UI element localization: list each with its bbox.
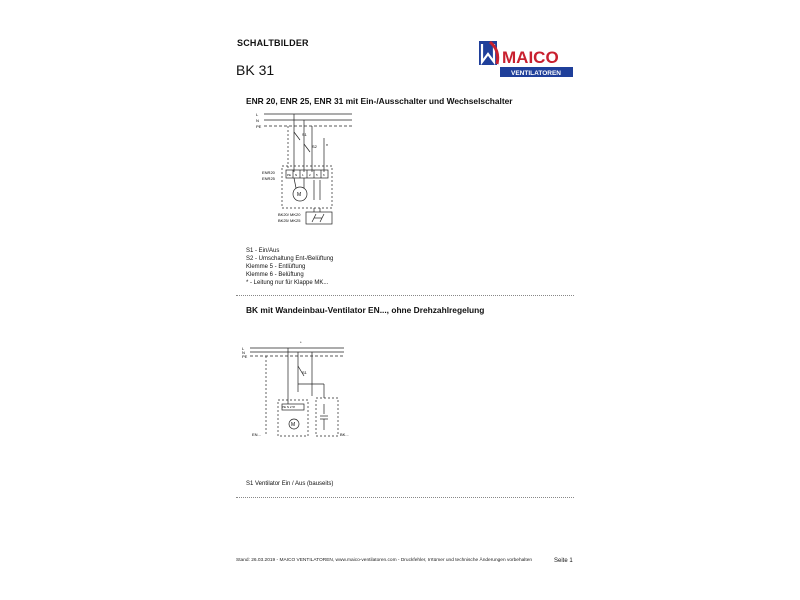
- svg-text:1: 1: [302, 173, 304, 177]
- page-number: Seite 1: [554, 558, 573, 564]
- section1-heading: ENR 20, ENR 25, ENR 31 mit Ein-/Ausschalter und Wechselschalter: [246, 96, 513, 106]
- svg-text:M: M: [291, 422, 296, 428]
- legend-item: S1 - Ein/Aus: [246, 248, 280, 254]
- svg-text:ENR25: ENR25: [262, 176, 275, 181]
- legend-item: * - Leitung nur für Klappe MK...: [246, 280, 329, 286]
- svg-text:PE: PE: [242, 354, 248, 359]
- svg-text:*: *: [300, 340, 302, 345]
- svg-text:PE N 2 5f: PE N 2 5f: [282, 405, 295, 409]
- svg-text:S2: S2: [312, 144, 317, 149]
- wiring-diagram-enr: [254, 108, 364, 236]
- legend-item: Klemme 6 - Belüftung: [246, 272, 304, 278]
- svg-text:2: 2: [309, 173, 311, 177]
- logo-subtext: VENTILATOREN: [511, 70, 561, 77]
- legend-item: Klemme 5 - Entlüftung: [246, 264, 306, 270]
- wiring-diagram-en: [240, 340, 350, 440]
- svg-text:PE: PE: [256, 124, 262, 129]
- svg-text:N: N: [256, 118, 259, 123]
- svg-text:L: L: [242, 346, 245, 351]
- section2-heading: BK mit Wandeinbau-Ventilator EN..., ohne Drehzahlregelung: [246, 305, 485, 315]
- maico-logo: [478, 40, 574, 80]
- divider: [236, 497, 574, 498]
- section2-legend: S1 Ventilator Ein / Aus (bauseits): [246, 481, 334, 487]
- svg-text:ENR20: ENR20: [262, 170, 275, 175]
- svg-text:BK25/ MK25: BK25/ MK25: [278, 218, 301, 223]
- section-label: SCHALTBILDER: [237, 38, 309, 48]
- svg-text:N: N: [242, 350, 245, 355]
- svg-text:*: *: [326, 144, 328, 150]
- svg-text:EN...: EN...: [252, 432, 261, 437]
- legend-item: S2 - Umschaltung Ent-/Belüftung: [246, 256, 334, 262]
- logo-text: MAICO: [502, 48, 559, 67]
- svg-text:BK...: BK...: [340, 432, 349, 437]
- svg-text:6: 6: [323, 173, 325, 177]
- svg-text:S1: S1: [302, 132, 307, 137]
- svg-text:PE: PE: [287, 173, 292, 177]
- divider: [236, 295, 574, 296]
- footer-text: Stand: 26.03.2019 - MAICO VENTILATOREN, www.maico-ventilatoren.com - Druckfehler, Irrtümer und technische Änderungen vorbehalten: [236, 558, 533, 563]
- svg-text:N: N: [295, 173, 298, 177]
- svg-text:M: M: [297, 192, 302, 198]
- svg-text:BK20/ MK20: BK20/ MK20: [278, 212, 301, 217]
- svg-text:S1: S1: [302, 370, 307, 375]
- svg-text:5: 5: [316, 173, 318, 177]
- svg-text:L: L: [256, 112, 259, 117]
- section1-legend: [246, 247, 333, 287]
- document-title: BK 31: [236, 62, 275, 78]
